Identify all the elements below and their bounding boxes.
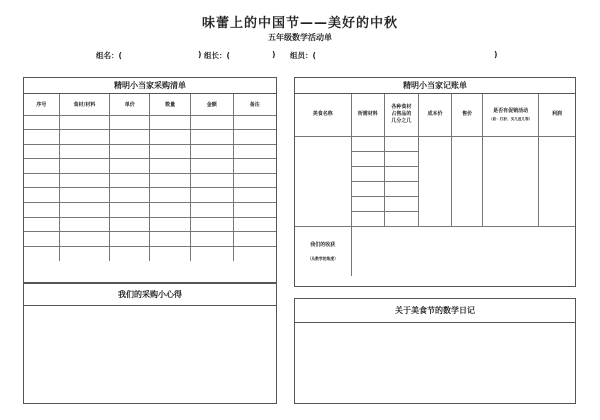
table-cell[interactable] <box>110 144 150 159</box>
table-cell[interactable] <box>190 130 233 145</box>
table-cell[interactable] <box>110 246 150 261</box>
table-cell[interactable] <box>24 115 59 130</box>
table-cell[interactable] <box>233 232 276 247</box>
table-cell[interactable] <box>110 115 150 130</box>
page-title: 味蕾上的中国节——美好的中秋 <box>201 16 398 31</box>
promo-header-line: 是否有促销活动 <box>493 107 529 114</box>
table-cell[interactable] <box>110 188 150 203</box>
purchase-experience-title: 我们的采购小心得 <box>24 284 276 306</box>
table-cell[interactable] <box>190 232 233 247</box>
table-cell[interactable] <box>150 144 190 159</box>
table-row <box>24 173 276 188</box>
table-cell[interactable] <box>190 144 233 159</box>
table-cell[interactable] <box>59 115 109 130</box>
purchase-list-title: 精明小当家采购清单 <box>24 78 276 94</box>
table-cell[interactable] <box>59 188 109 203</box>
column-header: 数量 <box>150 94 190 115</box>
column-header: 单价 <box>110 94 150 115</box>
table-cell[interactable] <box>110 232 150 247</box>
table-row <box>24 246 276 261</box>
table-cell[interactable] <box>150 115 190 130</box>
table-row <box>295 136 575 151</box>
table-cell[interactable] <box>24 246 59 261</box>
table-cell[interactable] <box>24 188 59 203</box>
gain-sub-label: （从数学的角度） <box>307 255 338 261</box>
table-cell[interactable] <box>59 203 109 218</box>
table-cell[interactable] <box>110 217 150 232</box>
promo-header-note: （如：打折、买几送几等） <box>489 116 533 121</box>
table-row <box>24 130 276 145</box>
fraction-header-line: 几分之几 <box>391 118 412 125</box>
table-cell[interactable] <box>190 203 233 218</box>
table-cell[interactable] <box>190 115 233 130</box>
column-header <box>385 94 419 136</box>
table-cell[interactable] <box>59 232 109 247</box>
promo-cell[interactable] <box>483 136 539 226</box>
purchase-header-row <box>24 94 276 115</box>
gain-row <box>295 226 575 276</box>
table-cell[interactable] <box>385 151 419 166</box>
fraction-header-line: 各种食材 <box>391 104 412 111</box>
table-cell[interactable] <box>351 196 385 211</box>
table-cell[interactable] <box>150 188 190 203</box>
members-close: ) <box>494 50 498 59</box>
ledger-title: 精明小当家记账单 <box>295 78 575 94</box>
table-cell[interactable] <box>150 159 190 174</box>
table-cell[interactable] <box>190 173 233 188</box>
table-cell[interactable] <box>351 136 385 151</box>
table-cell[interactable] <box>190 188 233 203</box>
table-cell[interactable] <box>385 181 419 196</box>
column-header: 所需材料 <box>351 94 385 136</box>
math-diary-title: 关于美食节的数学日记 <box>295 299 575 323</box>
group-leader-close: ) <box>272 50 276 59</box>
table-cell[interactable] <box>24 159 59 174</box>
table-cell[interactable] <box>59 159 109 174</box>
table-cell[interactable] <box>110 203 150 218</box>
group-name-label: 组名：( <box>96 51 122 60</box>
table-cell[interactable] <box>150 173 190 188</box>
column-header: 美食名称 <box>295 94 351 136</box>
table-cell[interactable] <box>24 173 59 188</box>
members-label: 组员：( <box>290 51 316 60</box>
table-cell[interactable] <box>233 115 276 130</box>
table-cell[interactable] <box>233 130 276 145</box>
purchase-experience-box <box>23 283 277 404</box>
table-cell[interactable] <box>233 159 276 174</box>
table-cell[interactable] <box>24 217 59 232</box>
table-cell[interactable] <box>24 144 59 159</box>
table-cell[interactable] <box>385 136 419 151</box>
column-header: 售价 <box>452 94 483 136</box>
column-header: 成本价 <box>418 94 452 136</box>
table-row <box>24 188 276 203</box>
table-cell[interactable] <box>59 173 109 188</box>
profit-cell[interactable] <box>539 136 575 226</box>
table-cell[interactable] <box>233 173 276 188</box>
purchase-table <box>24 94 276 261</box>
gain-content-cell[interactable] <box>351 226 575 276</box>
table-cell[interactable] <box>190 159 233 174</box>
cost-cell[interactable] <box>418 136 452 226</box>
group-name-close: ) <box>198 50 202 59</box>
table-cell[interactable] <box>190 217 233 232</box>
table-cell[interactable] <box>233 217 276 232</box>
table-cell[interactable] <box>59 217 109 232</box>
table-row <box>24 144 276 159</box>
table-cell[interactable] <box>385 211 419 226</box>
table-cell[interactable] <box>150 130 190 145</box>
table-cell[interactable] <box>59 130 109 145</box>
page-subtitle: 五年级数学活动单 <box>268 33 332 42</box>
table-cell[interactable] <box>351 151 385 166</box>
price-cell[interactable] <box>452 136 483 226</box>
table-cell[interactable] <box>110 159 150 174</box>
group-leader-label: 组长：( <box>204 51 230 60</box>
ledger-box <box>294 77 576 287</box>
table-cell[interactable] <box>351 181 385 196</box>
table-cell[interactable] <box>385 166 419 181</box>
math-diary-box <box>294 298 576 404</box>
table-cell[interactable] <box>351 211 385 226</box>
food-name-cell[interactable] <box>295 136 351 226</box>
fraction-header-line: 占售品的 <box>391 111 412 118</box>
group-info-row <box>0 50 600 62</box>
table-cell[interactable] <box>233 246 276 261</box>
table-row <box>24 203 276 218</box>
ledger-header-row <box>295 94 575 136</box>
table-cell[interactable] <box>233 188 276 203</box>
table-cell[interactable] <box>190 246 233 261</box>
table-cell[interactable] <box>150 246 190 261</box>
column-header: 利润 <box>539 94 575 136</box>
table-cell[interactable] <box>351 166 385 181</box>
column-header: 金额 <box>190 94 233 115</box>
column-header: 序号 <box>24 94 59 115</box>
table-cell[interactable] <box>59 144 109 159</box>
table-cell[interactable] <box>24 203 59 218</box>
table-cell[interactable] <box>150 203 190 218</box>
table-cell[interactable] <box>59 246 109 261</box>
table-cell[interactable] <box>233 144 276 159</box>
table-cell[interactable] <box>150 217 190 232</box>
purchase-list-box <box>23 77 277 283</box>
table-cell[interactable] <box>24 232 59 247</box>
table-cell[interactable] <box>385 196 419 211</box>
ledger-table <box>295 94 575 276</box>
table-cell[interactable] <box>110 130 150 145</box>
column-header: 备注 <box>233 94 276 115</box>
table-cell[interactable] <box>150 232 190 247</box>
table-row <box>24 217 276 232</box>
table-cell[interactable] <box>24 130 59 145</box>
column-header <box>483 94 539 136</box>
table-cell[interactable] <box>233 203 276 218</box>
column-header: 食材/材料 <box>59 94 109 115</box>
table-row <box>24 159 276 174</box>
table-row <box>24 232 276 247</box>
table-cell[interactable] <box>110 173 150 188</box>
gain-label-cell <box>295 226 351 276</box>
gain-label: 我们的收获 <box>310 241 336 248</box>
table-row <box>24 115 276 130</box>
